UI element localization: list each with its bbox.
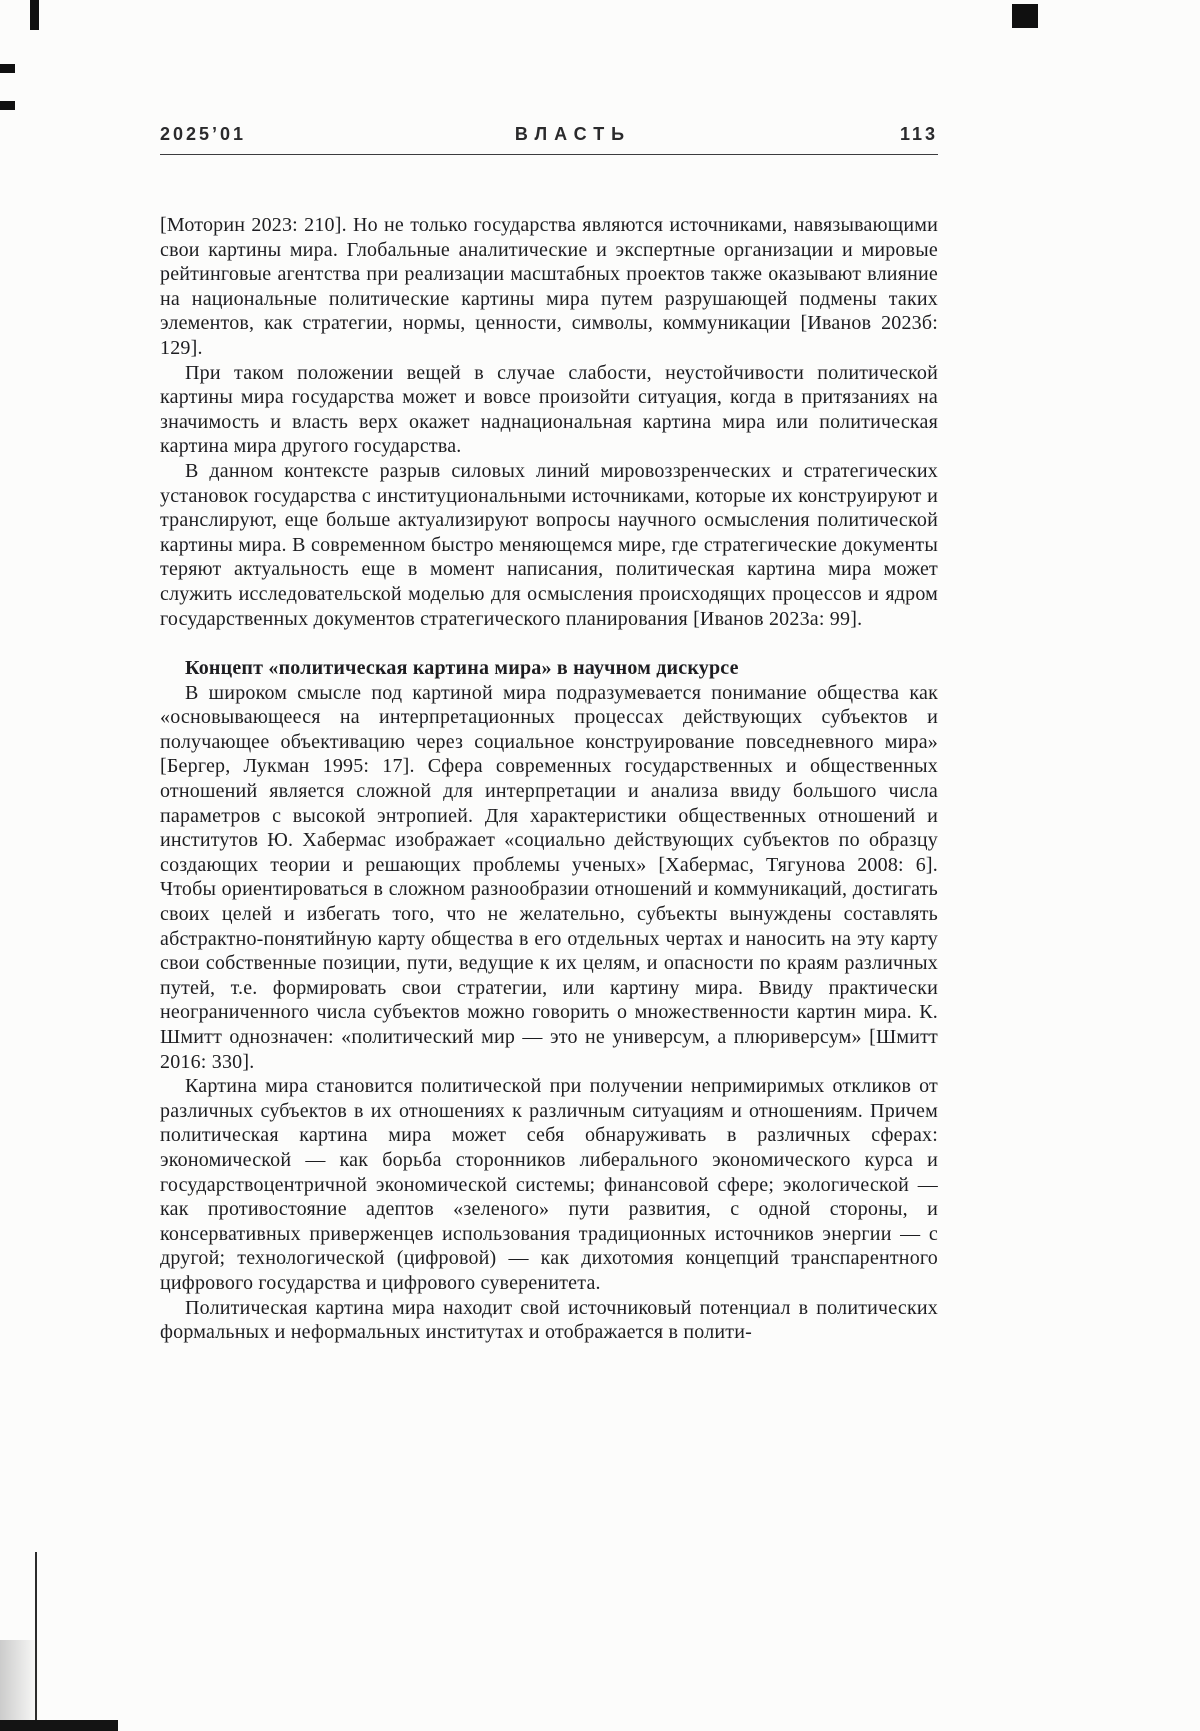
running-header xyxy=(160,124,938,155)
paragraph: [Моторин 2023: 210]. Но не только государства являются источниками, навязывающими свои картины мира. Глобальные аналитические и экспертные организации и мировые рейтинговые агентства при реализации масштабных проектов также оказывают влияние на национальные политические картины мира путем разрушающей подмены таких элементов, как стратегии, нормы, ценности, символы, коммуникации [Иванов 2023б: 129]. xyxy=(160,214,938,359)
scan-artifact-left-tick-2 xyxy=(0,101,15,110)
scan-artifact-top-left-bar xyxy=(30,0,39,30)
paragraph: Картина мира становится политической при получении непримиримых откликов от различных субъектов в их отношениях к различным ситуациям и отношениям. Причем политическая картина мира может себя обнаруживать в различных сферах: экономической — как борьба сторонников либерального экономического курса и государствоцентричной экономической системы; финансовой сфере; экологической — как противостояние адептов «зеленого» пути развития, с одной стороны, и консервативных приверженцев использования традиционных источников энергии — с другой; технологической (цифровой) — как дихотомия концепций транспарентного цифрового государства и цифрового суверенитета. xyxy=(160,1075,938,1294)
scan-artifact-bottom-left-line xyxy=(35,1552,37,1731)
article-body xyxy=(160,213,938,1345)
paragraph: В данном контексте разрыв силовых линий мировоззренческих и стратегических установок государства с институциональными источниками, которые их конструируют и транслируют, еще больше актуализируют вопросы научного осмысления политической картины мира. В современном быстро меняющемся мире, где стратегические документы теряют актуальность еще в момент написания, политическая картина мира может служить исследовательской моделью для осмысления происходящих процессов и ядром государственных документов стратегического планирования [Иванов 2023а: 99]. xyxy=(160,459,938,630)
paragraph: Политическая картина мира находит свой источниковый потенциал в политических формальных и неформальных институтах и отображается в полити- xyxy=(160,1296,938,1344)
scan-artifact-top-right-block xyxy=(1012,4,1038,28)
scan-artifact-bottom-left-shadow xyxy=(0,1640,40,1731)
section-heading: Концепт «политическая картина мира» в научном дискурсе xyxy=(185,657,739,680)
issue-label: 2025’01 xyxy=(160,124,247,144)
page-number: 113 xyxy=(899,124,938,144)
page-block xyxy=(160,124,938,1345)
scan-artifact-bottom-left-strip xyxy=(0,1720,118,1731)
scan-artifact-left-tick-1 xyxy=(0,64,15,73)
paragraph: В широком смысле под картиной мира подразумевается понимание общества как «основывающееся на интерпретационных процессах действующих субъектов и получающее объективацию через социальное конструирование повседневного мира» [Бергер, Лукман 1995: 17]. Сфера современных государственных и общественных отношений является сложной для интерпретации и анализа ввиду большого числа параметров с высокой энтропией. Для характеристики общественных отношений и институтов Ю. Хабермас изображает «социально действующих субъектов по образцу создающих теории и решающих проблемы ученых» [Хабермас, Тягунова 2008: 6]. Чтобы ориентироваться в сложном разнообразии отношений и коммуникаций, достигать своих целей и избегать того, что не желательно, субъекты вынуждены составлять абстрактно-понятийную карту общества в его отдельных чертах и наносить на эту карту свои собственные позиции, пути, ведущие к их целям, и опасности по краям различных путей, т.е. формировать свои стратегии, или картину мира. Ввиду практически неограниченного числа субъектов можно говорить о множественности картин мира. К. Шмитт однозначен: «политический мир — это не универсум, а плюриверсум» [Шмитт 2016: 330]. xyxy=(160,681,938,1073)
journal-title: ВЛАСТЬ xyxy=(514,124,632,144)
paragraph: При таком положении вещей в случае слабости, неустойчивости политической картины мира государства может и вовсе произойти ситуация, когда в притязаниях на значимость и власть верх окажет наднациональная картина мира или политическая картина мира другого государства. xyxy=(160,361,938,458)
